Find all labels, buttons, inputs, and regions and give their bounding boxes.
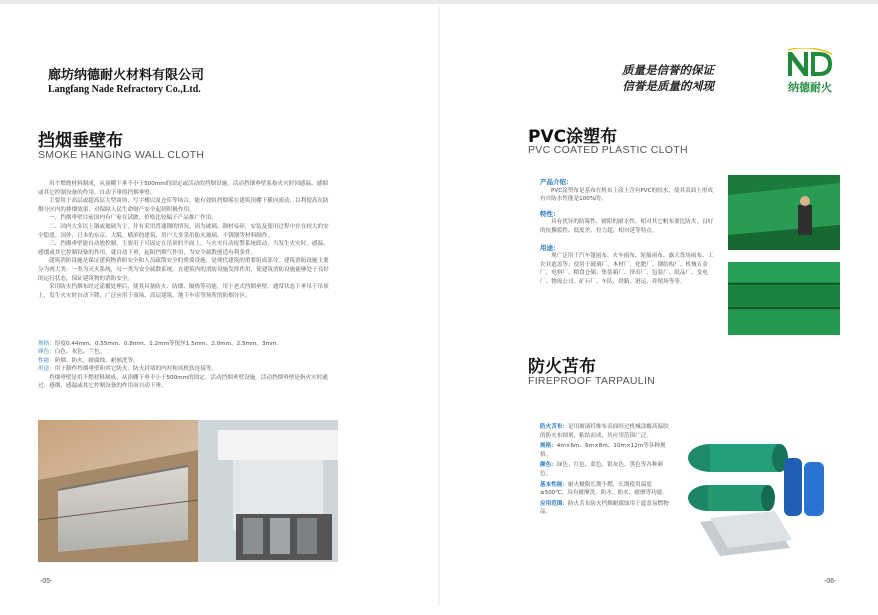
spec-row: 规格：厚度0.44mm、0.55mm、0.8mm、1.2mm等锐丝1.5mm、2.0mm、2.5mm、3mm。: [38, 341, 283, 347]
left-closing: 挡烟垂壁是用不燃材料制成，从顶棚下垂不小于500mm的固定、活动挡烟垂壁设施，活动挡烟垂壁是指火灾时通过、感烟、感温或其它控制设备的作用而自动下垂。: [38, 374, 328, 390]
page-spine: [438, 6, 440, 606]
pvc-feat: 具有优异的防霉性、耐阻的耐水性、相对其它帆布要比防火，良好的抗撕裂性、低度差、拉力超，相对延等特点。: [540, 219, 714, 234]
left-body: [38, 180, 332, 300]
left-paragraph: 用不燃烧材料制成，从顶棚下垂不小于500mm的固定或活动的挡烟设施。活动挡烟垂壁系指火灾时因感温、感烟或其它控制设备的作用，自动下垂的挡烟垂壁。: [38, 181, 328, 196]
slogan-line-2: 信誉是质量的체现: [622, 79, 714, 93]
fire-row: 防火苫布：是用玻璃纤维布表面经过机械涂覆高温胶的防火布细剂，粘结而成，其应用范围广泛。: [540, 424, 669, 439]
right-page-number: -06-: [824, 578, 837, 585]
fire-title-en: FIREPROOF TARPAULIN: [528, 375, 656, 387]
company-name-en: Langfang Nade Refractory Co.,Ltd.: [48, 84, 201, 95]
pvc-body: [540, 178, 716, 287]
slogan-line-1: 质量是信誉的保证: [622, 63, 714, 77]
pvc-photo-1: [728, 175, 840, 250]
nd-logo-icon: [786, 48, 834, 78]
pvc-photo-2: [728, 262, 840, 335]
left-title-en: SMOKE HANGING WALL CLOTH: [38, 149, 205, 161]
company-header: [48, 64, 204, 95]
left-paragraph: 采用防火挡烟布经过涂覆处理后，使其具备防火、防烟、隔热等功能，用于老式挡烟垂壁，通常状态下垂吊于吊顶上，发生火灾时自动下降，广泛应用于商场、高层建筑、地下车库等场所的防烟分区。: [38, 284, 329, 299]
left-page-number: -05-: [40, 578, 53, 585]
pvc-title-en: PVC COATED PLASTIC CLOTH: [528, 144, 688, 156]
pvc-use: 现广泛用于汽车篷雨布、火车雨布、轮船雨布、露天货场雨布、工农业遮盖等；使用于玻璃厂、木材厂、化肥厂、钢结构厂、机械五金厂、电料厂、粮食仓储、集装箱厂、挤出厂、包装厂、纸品厂、变电厂、物流公司、矿石厂、车队、铁路、港运、养殖场等等。: [540, 253, 714, 285]
pvc-intro-label: 产品介绍：: [540, 178, 573, 186]
spec-row: 性能：防烟、防火、耐腐蚀、耐候洗等。: [38, 357, 139, 364]
left-paragraph: 建筑消防设施是保证建筑物消防安全和人员疏散安全的重要设施，是现代建筑的重要组成部分。建筑消防设施主要分为两大类：一类为灭火系统，另一类为安全疏散系统。在建筑内的消防设施发挥作用，使建筑消防设施能够处于良好的运行状态，保证建筑物的消防安全。: [38, 258, 329, 282]
left-paragraph: 三、挡烟垂壁能自动地控制，主要用于可固定在吊顶的平面上，与火灾自动报警系统联动，当发生火灾时，感温、感烟或其它控制设备的作用，就自动下垂，起阻挡烟气作用，为安全疏散创造有利条件。: [38, 241, 329, 256]
fire-row: 颜色：绿色、红色、蓝色、银灰色、黑色等各种颜色。: [540, 462, 664, 477]
fire-body: [540, 423, 670, 517]
pvc-intro: PVC涂塑布是基布在机布上涂上含有PVC的胶水，使其表面上形成有自防水性能是100%的。: [540, 187, 714, 203]
left-paragraph: 二、国内大多以上钢或玻璃为主，并有采用普通钢的情况。因为玻璃、钢材易碎，安装及使用过程中存在较大的安全隐患。国外、日本的东京、大阪、横滨的建筑，用户大多采用防火玻璃、不锈钢等材料制作。: [38, 223, 329, 239]
smoke-wall-photo: [38, 420, 338, 562]
left-spec: [38, 340, 332, 390]
pvc-use-label: 用途：: [540, 243, 560, 252]
fire-title-cn: 防火苫布: [528, 357, 596, 377]
left-title-cn: 挡烟垂壁布: [38, 131, 123, 151]
fire-row: 规格：4m×6m、6m×8m、10m×12m等各种规格。: [540, 443, 666, 458]
company-logo: [782, 48, 838, 95]
pvc-title-cn: PVC涂塑布: [528, 127, 618, 147]
logo-name: 纳德耐火: [788, 81, 832, 94]
left-paragraph: 主要用于高层或超高层大型商场、写字楼以及仓库等场合，能有效阻挡烟雾在建筑顶棚下横向流动，以利提高在防烟分区内的排烟效果，对保障人民生命财产安全起到积极作用。: [38, 198, 329, 213]
fire-row: 基本性能：耐火极限长期不燃，长期使用温度≥500℃，具有耐摩洗、防水、防火、耐磨等功能。: [540, 481, 668, 497]
company-name-cn: 廊坊纳德耐火材料有限公司: [48, 68, 205, 83]
spec-row: 颜色：白色、灰色、兰色。: [38, 349, 106, 356]
fire-tarp-photo: [680, 418, 840, 558]
spec-row: 用途：用于制作挡烟垂壁和其它防火、防火封堵的内衬和风机软连接等。: [38, 366, 218, 373]
pvc-feat-label: 特性：: [540, 209, 560, 218]
fire-row: 应用范围：防火苫布防火挡烟耐腐蚀用于遮盖易燃物品。: [540, 500, 669, 516]
top-border: [0, 0, 878, 4]
left-paragraph: 一、挡烟垂壁目前国内有厂家在试做，价格比较偏于产品推广作用。: [49, 215, 217, 222]
slogan: [622, 62, 714, 94]
